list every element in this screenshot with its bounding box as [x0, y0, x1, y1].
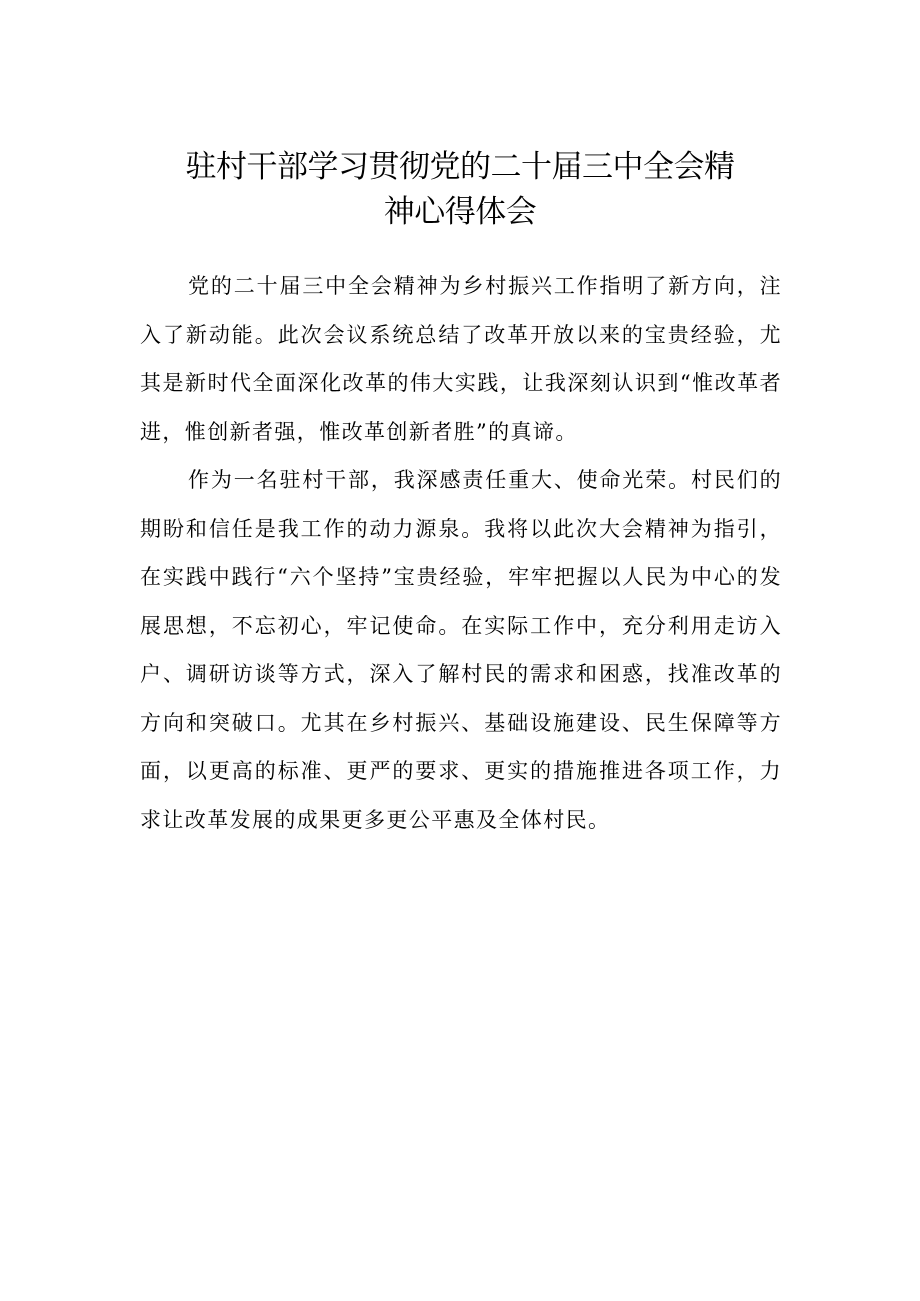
- paragraph-1: 党的二十届三中全会精神为乡村振兴工作指明了新方向，注入了新动能。此次会议系统总结了改革开放以来的宝贵经验，尤其是新时代全面深化改革的伟大实践，让我深刻认识到“惟改革者进，惟创新者强，惟改革创新者胜”的真谛。: [140, 274, 782, 444]
- title-line-1: 驻村干部学习贯彻党的二十届三中全会精: [185, 149, 735, 185]
- title-line-2: 神心得体会: [383, 194, 537, 230]
- document-body: [140, 262, 782, 844]
- paragraph-2: 作为一名驻村干部，我深感责任重大、使命光荣。村民们的期盼和信任是我工作的动力源泉。我将以此次大会精神为指引，在实践中践行“六个坚持”宝贵经验，牢牢把握以人民为中心的发展思想，不忘初心，牢记使命。在实际工作中，充分利用走访入户、调研访谈等方式，深入了解村民的需求和困惑，找准改革的方向和突破口。尤其在乡村振兴、基础设施建设、民生保障等方面，以更高的标准、更严的要求、更实的措施推进各项工作，力求让改革发展的成果更多更公平惠及全体村民。: [140, 468, 782, 832]
- document-title: [140, 145, 780, 235]
